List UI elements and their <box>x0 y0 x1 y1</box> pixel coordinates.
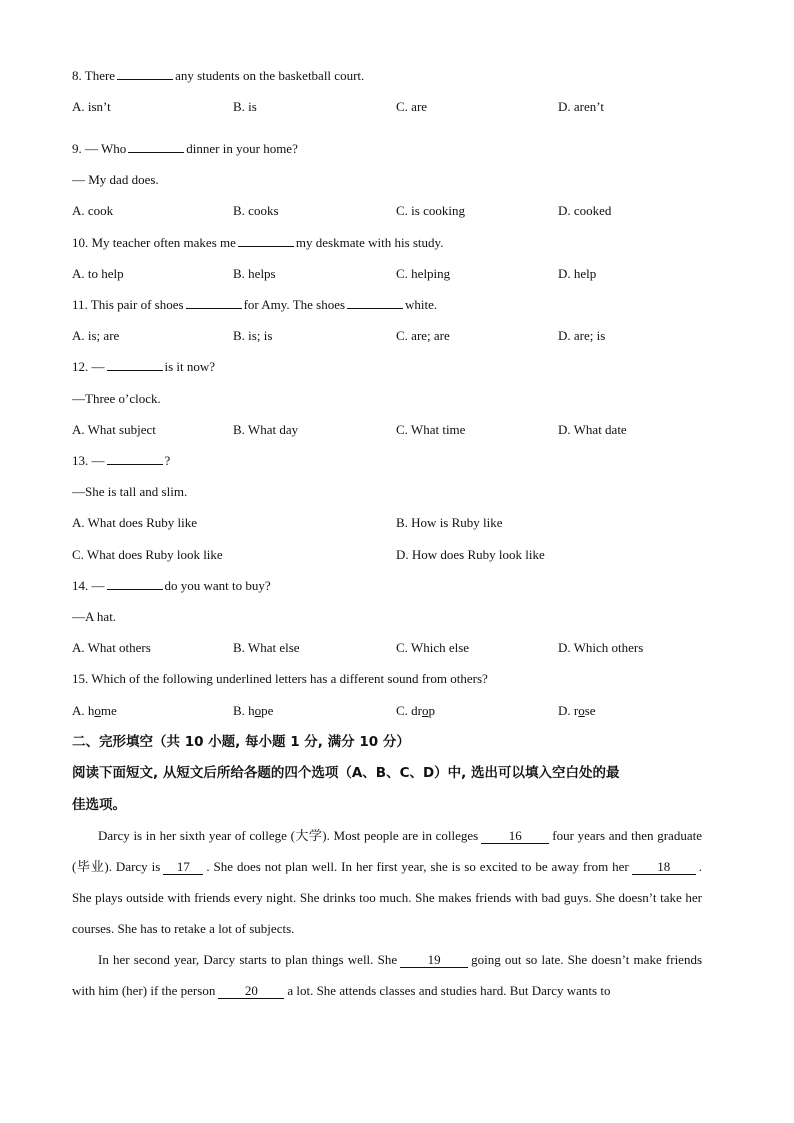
option-c: C. are <box>396 99 428 114</box>
option-d: D. aren’t <box>558 99 604 114</box>
question-12-answer: —Three o’clock. <box>72 391 161 406</box>
cloze-blank-17: 17 <box>163 860 203 875</box>
cloze-blank-19: 19 <box>400 953 468 968</box>
answer-blank <box>238 234 294 247</box>
answer-blank <box>107 358 163 371</box>
option-d: D. help <box>558 266 597 281</box>
option-a: A. is; are <box>72 328 120 343</box>
option-d: D. rose <box>558 703 596 718</box>
question-14: 14. — do you want to buy? <box>72 578 271 593</box>
option-a: A. What does Ruby like <box>72 515 198 530</box>
answer-blank <box>107 577 163 590</box>
answer-blank <box>186 296 242 309</box>
question-8: 8. There any students on the basketball court. <box>72 68 365 83</box>
option-b: B. cooks <box>233 203 279 218</box>
answer-blank <box>107 452 163 465</box>
option-c: C. is cooking <box>396 203 465 218</box>
option-d: D. Which others <box>558 640 644 655</box>
answer-blank <box>117 67 173 80</box>
option-a: A. home <box>72 703 117 718</box>
option-d: D. cooked <box>558 203 612 218</box>
cloze-blank-18: 18 <box>632 860 696 875</box>
passage-paragraph-2: In her second year, Darcy starts to plan things well. She 19 going out so late. She doesn’t make friends with him (her) if the person 20 a lot. She attends classes and studies hard. But Darcy wants to <box>72 952 703 998</box>
option-c: C. What time <box>396 422 466 437</box>
section-instruction-cont: 佳选项。 <box>72 797 126 813</box>
cloze-blank-16: 16 <box>481 829 549 844</box>
question-14-answer: —A hat. <box>72 609 117 624</box>
question-10: 10. My teacher often makes me my deskmate with his study. <box>72 235 444 250</box>
cloze-blank-20: 20 <box>218 984 284 999</box>
question-13-answer: —She is tall and slim. <box>72 484 188 499</box>
question-9: 9. — Who dinner in your home? <box>72 141 298 156</box>
question-15: 15. Which of the following underlined letters has a different sound from others? <box>72 671 488 686</box>
option-c: C. helping <box>396 266 451 281</box>
option-a: A. cook <box>72 203 114 218</box>
option-b: B. is; is <box>233 328 273 343</box>
option-b: B. How is Ruby like <box>396 515 503 530</box>
option-c: C. Which else <box>396 640 470 655</box>
option-c: C. drop <box>396 703 435 718</box>
option-a: A. What others <box>72 640 151 655</box>
option-a: A. isn’t <box>72 99 111 114</box>
passage-paragraph-1: Darcy is in her sixth year of college (大学). Most people are in colleges 16 four years and then graduate (毕业). Darcy is 17 . She does not plan well. In her first year, she is so excited to be away from her 18 . She plays outside with friends every night. She drinks too much. She makes friends with bad guys. She doesn’t take her courses. She has to retake a lot of subjects. <box>72 828 703 936</box>
question-9-answer: — My dad does. <box>72 172 159 187</box>
answer-blank <box>347 296 403 309</box>
option-b: B. hope <box>233 703 274 718</box>
option-b: B. What else <box>233 640 300 655</box>
option-c: C. are; are <box>396 328 450 343</box>
question-13: 13. — ? <box>72 453 171 468</box>
section-instruction: 阅读下面短文, 从短文后所给各题的四个选项（A、B、C、D）中, 选出可以填入空白处的最 <box>72 765 620 781</box>
question-11: 11. This pair of shoes for Amy. The shoes white. <box>72 297 438 312</box>
option-b: B. is <box>233 99 257 114</box>
question-12: 12. — is it now? <box>72 359 216 374</box>
option-d: D. How does Ruby look like <box>396 547 545 562</box>
option-a: A. What subject <box>72 422 156 437</box>
answer-blank <box>128 140 184 153</box>
option-a: A. to help <box>72 266 124 281</box>
option-d: D. are; is <box>558 328 606 343</box>
option-c: C. What does Ruby look like <box>72 547 223 562</box>
option-b: B. What day <box>233 422 299 437</box>
option-d: D. What date <box>558 422 627 437</box>
option-b: B. helps <box>233 266 276 281</box>
section-title: 二、完形填空（共 10 小题, 每小题 1 分, 满分 10 分） <box>72 734 410 750</box>
